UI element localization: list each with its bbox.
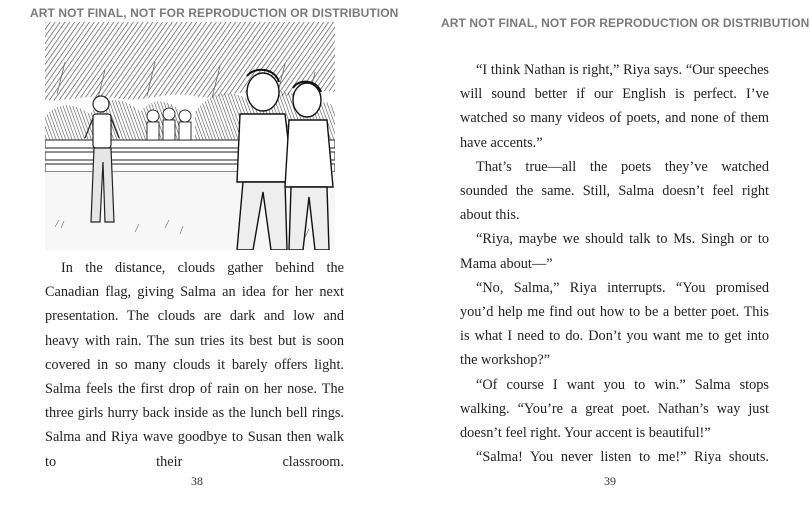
page-number: 39: [604, 474, 616, 488]
watermark-left: ART NOT FINAL, NOT FOR REPRODUCTION OR DISTRIBUTION: [30, 6, 399, 20]
paragraph: “I think Nathan is right,” Riya says. “Our speeches will sound better if our English is perfect. I’ve watched so many videos of poets, and none of them have accents.”: [460, 62, 769, 151]
paragraph: That’s true—all the poets they’ve watched sounded the same. Still, Salma doesn’t feel right about this.: [460, 158, 769, 224]
watermark-right: ART NOT FINAL, NOT FOR REPRODUCTION OR DISTRIBUTION: [441, 16, 810, 30]
paragraph: “Salma! You never listen to me!” Riya shouts.: [476, 449, 769, 466]
page-number: 38: [191, 474, 203, 488]
paragraph: “Of course I want you to win.” Salma stops walking. “You’re a great poet. Nathan’s way just doesn’t feel right. Your accent is beautiful!”: [460, 376, 769, 442]
paragraph: In the distance, clouds gather behind the Canadian flag, giving Salma an idea for her next presentation. The clouds are dark and low and heavy with rain. The sun tries its best but is soon covered in so many clouds it barely offers light. Salma feels the first drop of rain on her nose. The three girls hurry back inside as the lunch bell rings. Salma and Riya wave goodbye to Susan then walk to their classroom.: [45, 260, 344, 470]
paragraph: “No, Salma,” Riya interrupts. “You promised you’d help me find out how to be a better poet. This is what I need to do. Don’t you want me to get into the workshop?”: [460, 279, 769, 369]
paragraph: “Riya, maybe we should talk to Ms. Singh or to Mama about—”: [460, 231, 769, 272]
body-text-left: [45, 256, 344, 474]
schoolyard-illustration: [45, 22, 335, 250]
right-page: [405, 0, 810, 506]
body-text-right: [460, 58, 769, 469]
